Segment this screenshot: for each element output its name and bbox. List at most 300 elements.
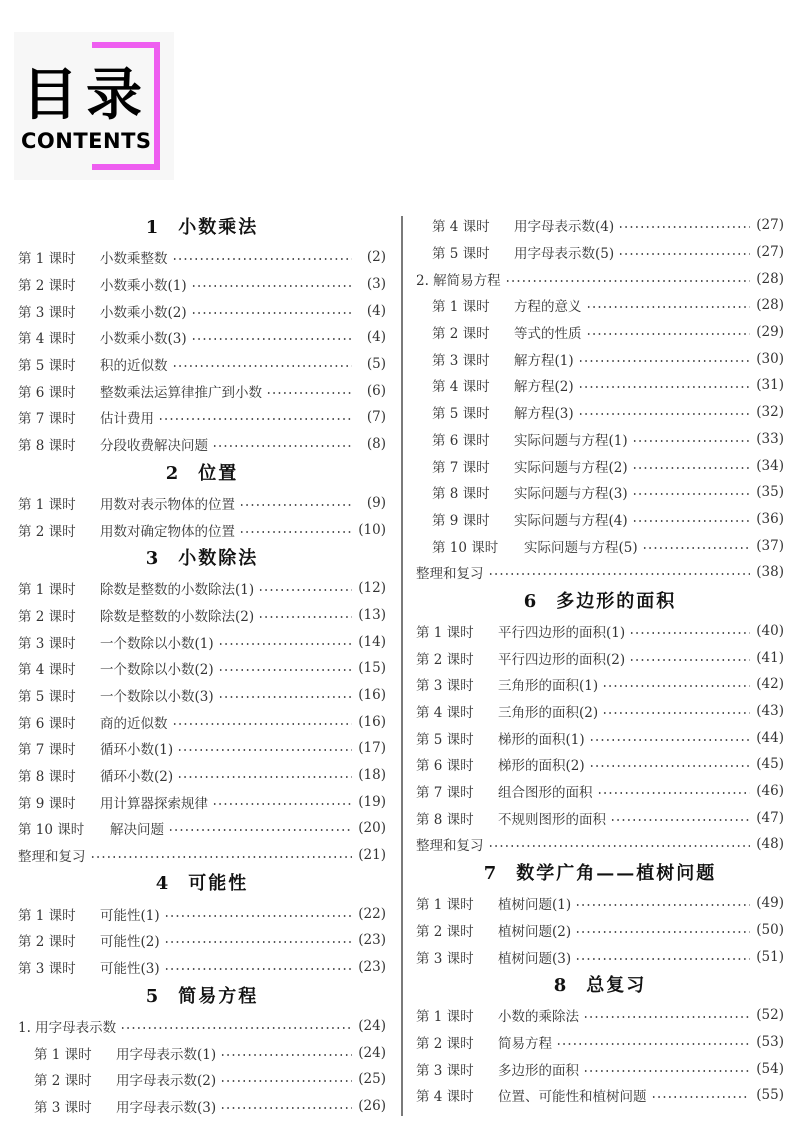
review-title: 整理和复习 xyxy=(416,838,484,855)
chapter-heading[interactable] xyxy=(416,586,784,618)
chapter-number: 3 xyxy=(145,547,161,569)
dot-leader xyxy=(191,338,352,340)
page-number: (42) xyxy=(756,676,784,693)
lesson-title: 简易方程 xyxy=(498,1035,552,1052)
chapter-heading[interactable] xyxy=(18,868,386,900)
toc-entry-review[interactable] xyxy=(416,559,784,586)
page-number: (28) xyxy=(756,270,784,287)
lesson-number: 第 3 课时 xyxy=(432,352,490,369)
page-number: (17) xyxy=(358,740,386,757)
lesson-number: 第 1 课时 xyxy=(416,897,474,914)
page-number: (14) xyxy=(358,633,386,650)
toc-entry[interactable] xyxy=(416,804,784,831)
toc-entry[interactable] xyxy=(416,724,784,751)
toc-entry-review[interactable] xyxy=(18,842,386,869)
lesson-title: 植树问题(1) xyxy=(498,897,572,914)
dot-leader xyxy=(212,445,352,447)
lesson-number: 第 7 课时 xyxy=(416,785,474,802)
dot-leader xyxy=(602,685,750,687)
chapter-heading[interactable] xyxy=(18,543,386,575)
chapter-title: 小数除法 xyxy=(178,547,259,569)
toc-entry[interactable] xyxy=(18,404,386,431)
dot-leader xyxy=(120,1027,352,1029)
lesson-number: 第 4 课时 xyxy=(416,1089,474,1106)
lesson-title: 实际问题与方程(4) xyxy=(514,512,628,529)
toc-entry[interactable] xyxy=(18,516,386,543)
lesson-number: 第 1 课时 xyxy=(18,251,76,268)
chapter-heading[interactable] xyxy=(18,458,386,490)
page-number: (12) xyxy=(358,580,386,597)
lesson-title: 可能性(3) xyxy=(100,961,160,978)
page-number: (27) xyxy=(756,244,784,261)
lesson-number: 第 3 课时 xyxy=(416,678,474,695)
lesson-title: 多边形的面积 xyxy=(498,1062,579,1079)
toc-entry[interactable] xyxy=(18,271,386,298)
page-number: (53) xyxy=(756,1033,784,1050)
lesson-number: 第 1 课时 xyxy=(18,907,76,924)
dot-leader xyxy=(583,1016,750,1018)
lesson-title: 三角形的面积(1) xyxy=(498,678,599,695)
section-title: 1. 用字母表示数 xyxy=(18,1019,117,1036)
lesson-title: 实际问题与方程(1) xyxy=(514,432,628,449)
page-number: (35) xyxy=(756,484,784,501)
page-number: (20) xyxy=(358,820,386,837)
dot-leader xyxy=(177,749,352,751)
toc-entry[interactable] xyxy=(416,212,784,239)
lesson-title: 小数乘小数(2) xyxy=(100,304,187,321)
lesson-title: 解方程(1) xyxy=(514,352,574,369)
toc-entry[interactable] xyxy=(416,644,784,671)
toc-entry[interactable] xyxy=(18,1039,386,1066)
toc-entry[interactable] xyxy=(18,575,386,602)
lesson-number: 第 1 课时 xyxy=(18,582,76,599)
page-number: (23) xyxy=(358,959,386,976)
lesson-title: 整数乘法运算律推广到小数 xyxy=(100,384,262,401)
lesson-number: 第 8 课时 xyxy=(18,438,76,455)
page-number: (30) xyxy=(756,350,784,367)
toc-entry[interactable] xyxy=(18,628,386,655)
dot-leader xyxy=(589,739,750,741)
page-number: (7) xyxy=(366,409,386,426)
toc-left-column xyxy=(18,212,386,1119)
lesson-title: 植树问题(3) xyxy=(498,950,572,967)
dot-leader xyxy=(212,803,352,805)
lesson-title: 解决问题 xyxy=(110,822,164,839)
chapter-heading[interactable] xyxy=(416,858,784,890)
page-number: (13) xyxy=(358,606,386,623)
lesson-number: 第 8 课时 xyxy=(18,769,76,786)
lesson-number: 第 6 课时 xyxy=(18,715,76,732)
dot-leader xyxy=(632,467,750,469)
toc-entry[interactable] xyxy=(18,490,386,517)
lesson-number: 第 2 课时 xyxy=(416,923,474,940)
lesson-number: 第 2 课时 xyxy=(18,934,76,951)
toc-entry[interactable] xyxy=(416,479,784,506)
lesson-title: 用计算器探索规律 xyxy=(100,795,208,812)
page-number: (16) xyxy=(358,686,386,703)
chapter-number: 6 xyxy=(523,590,539,612)
toc-right-column xyxy=(416,212,784,1109)
lesson-title: 小数乘整数 xyxy=(100,251,168,268)
lesson-title: 商的近似数 xyxy=(100,715,168,732)
chapter-title: 小数乘法 xyxy=(178,217,259,238)
chapter-title: 数学广角——植树问题 xyxy=(516,862,717,884)
lesson-number: 第 5 课时 xyxy=(432,406,490,423)
toc-entry[interactable] xyxy=(18,954,386,981)
page-number: (26) xyxy=(358,1097,386,1114)
page-number: (44) xyxy=(756,729,784,746)
dot-leader xyxy=(597,792,751,794)
toc-entry[interactable] xyxy=(18,297,386,324)
toc-entry[interactable] xyxy=(18,377,386,404)
lesson-number: 第 8 课时 xyxy=(432,486,490,503)
dot-leader xyxy=(90,856,353,858)
dot-leader xyxy=(632,440,750,442)
dot-leader xyxy=(172,258,353,260)
lesson-number: 第 4 课时 xyxy=(18,662,76,679)
lesson-title: 用数对表示物体的位置 xyxy=(100,496,235,513)
page-number: (18) xyxy=(358,767,386,784)
dot-leader xyxy=(168,829,352,831)
lesson-title: 积的近似数 xyxy=(100,358,168,375)
lesson-number: 第 2 课时 xyxy=(18,278,76,295)
lesson-number: 第 2 课时 xyxy=(416,1035,474,1052)
lesson-title: 可能性(1) xyxy=(100,907,160,924)
lesson-title: 不规则图形的面积 xyxy=(498,811,606,828)
lesson-number: 第 4 课时 xyxy=(432,219,490,236)
page-number: (34) xyxy=(756,457,784,474)
lesson-title: 小数的乘除法 xyxy=(498,1009,579,1026)
lesson-title: 一个数除以小数(3) xyxy=(100,688,214,705)
lesson-title: 位置、可能性和植树问题 xyxy=(498,1089,647,1106)
dot-leader xyxy=(556,1043,750,1045)
lesson-number: 第 1 课时 xyxy=(18,496,76,513)
chapter-title: 总复习 xyxy=(586,974,647,996)
toc-entry[interactable] xyxy=(18,927,386,954)
lesson-title: 用字母表示数(5) xyxy=(514,246,615,263)
toc-entry[interactable] xyxy=(416,345,784,372)
toc-entry[interactable] xyxy=(416,917,784,944)
dot-leader xyxy=(239,504,352,506)
chapter-number: 4 xyxy=(155,873,171,895)
lesson-number: 第 6 课时 xyxy=(18,384,76,401)
toc-entry[interactable] xyxy=(18,1093,386,1120)
toc-entry[interactable] xyxy=(416,372,784,399)
lesson-number: 第 5 课时 xyxy=(18,688,76,705)
page-number: (16) xyxy=(358,713,386,730)
dot-leader xyxy=(220,1080,352,1082)
lesson-number: 第 2 课时 xyxy=(432,326,490,343)
lesson-number: 第 3 课时 xyxy=(416,950,474,967)
lesson-title: 用字母表示数(3) xyxy=(116,1099,217,1116)
toc-entry[interactable] xyxy=(18,815,386,842)
toc-section[interactable] xyxy=(416,265,784,292)
toc-entry[interactable] xyxy=(18,244,386,271)
chapter-title: 多边形的面积 xyxy=(556,590,677,612)
page-number: (8) xyxy=(366,436,386,453)
lesson-number: 第 2 课时 xyxy=(18,608,76,625)
dot-leader xyxy=(575,958,750,960)
toc-entry[interactable] xyxy=(416,890,784,917)
lesson-number: 第 1 课时 xyxy=(34,1046,92,1063)
toc-entry[interactable] xyxy=(18,682,386,709)
lesson-title: 解方程(2) xyxy=(514,379,574,396)
lesson-number: 第 10 课时 xyxy=(18,822,85,839)
page-number: (21) xyxy=(358,847,386,864)
lesson-title: 用字母表示数(4) xyxy=(514,219,615,236)
page-number: (51) xyxy=(756,948,784,965)
chapter-title: 简易方程 xyxy=(178,985,259,1007)
lesson-title: 方程的意义 xyxy=(514,299,582,316)
lesson-number: 第 6 课时 xyxy=(416,758,474,775)
dot-leader xyxy=(158,418,352,420)
toc-entry[interactable] xyxy=(18,735,386,762)
page-number: (4) xyxy=(366,302,386,319)
lesson-number: 第 7 课时 xyxy=(18,411,76,428)
page-number: (15) xyxy=(358,660,386,677)
review-title: 整理和复习 xyxy=(416,566,484,583)
dot-leader xyxy=(651,1096,751,1098)
page-number: (9) xyxy=(366,494,386,511)
toc-entry[interactable] xyxy=(416,506,784,533)
toc-entry[interactable] xyxy=(18,1066,386,1093)
lesson-number: 第 2 课时 xyxy=(18,523,76,540)
page-number: (24) xyxy=(358,1017,386,1034)
dot-leader xyxy=(602,712,750,714)
toc-entry[interactable] xyxy=(416,671,784,698)
page-number: (50) xyxy=(756,921,784,938)
toc-entry[interactable] xyxy=(18,351,386,378)
lesson-number: 第 6 课时 xyxy=(432,432,490,449)
toc-entry[interactable] xyxy=(416,698,784,725)
page-number: (49) xyxy=(756,895,784,912)
toc-entry[interactable] xyxy=(18,324,386,351)
lesson-title: 估计费用 xyxy=(100,411,154,428)
page-number: (25) xyxy=(358,1071,386,1088)
toc-entry[interactable] xyxy=(18,431,386,458)
lesson-title: 用字母表示数(2) xyxy=(116,1073,217,1090)
lesson-title: 梯形的面积(2) xyxy=(498,758,585,775)
lesson-number: 第 10 课时 xyxy=(432,539,499,556)
lesson-title: 用字母表示数(1) xyxy=(116,1046,217,1063)
chapter-number: 8 xyxy=(553,974,569,996)
dot-leader xyxy=(218,669,352,671)
column-divider xyxy=(401,216,403,1116)
page-number: (10) xyxy=(358,521,386,538)
page-number: (38) xyxy=(756,564,784,581)
dot-leader xyxy=(488,573,751,575)
toc-entry[interactable] xyxy=(416,778,784,805)
dot-leader xyxy=(632,493,750,495)
dot-leader xyxy=(589,765,750,767)
lesson-title: 一个数除以小数(1) xyxy=(100,635,214,652)
lesson-number: 第 4 课时 xyxy=(416,705,474,722)
chapter-title: 可能性 xyxy=(188,873,249,895)
lesson-number: 第 3 课时 xyxy=(18,304,76,321)
toc-entry[interactable] xyxy=(18,708,386,735)
chapter-heading[interactable] xyxy=(416,970,784,1002)
page-number: (29) xyxy=(756,324,784,341)
toc-entry[interactable] xyxy=(18,602,386,629)
lesson-title: 平行四边形的面积(2) xyxy=(498,651,626,668)
lesson-number: 第 9 课时 xyxy=(432,512,490,529)
lesson-title: 等式的性质 xyxy=(514,326,582,343)
dot-leader xyxy=(583,1070,750,1072)
page-number: (19) xyxy=(358,793,386,810)
chapter-title: 位置 xyxy=(198,462,239,484)
chapter-number: 2 xyxy=(165,462,181,484)
lesson-title: 分段收费解决问题 xyxy=(100,438,208,455)
lesson-number: 第 5 课时 xyxy=(432,246,490,263)
page-number: (22) xyxy=(358,905,386,922)
toc-entry[interactable] xyxy=(416,292,784,319)
dot-leader xyxy=(618,226,750,228)
dot-leader xyxy=(632,520,750,522)
page-number: (37) xyxy=(756,537,784,554)
toc-entry[interactable] xyxy=(416,319,784,346)
dot-leader xyxy=(642,547,750,549)
dot-leader xyxy=(177,776,352,778)
toc-entry[interactable] xyxy=(416,1002,784,1029)
toc-entry[interactable] xyxy=(416,1082,784,1109)
toc-entry-review[interactable] xyxy=(416,831,784,858)
dot-leader xyxy=(586,333,751,335)
lesson-title: 小数乘小数(1) xyxy=(100,278,187,295)
page-number: (43) xyxy=(756,703,784,720)
toc-entry[interactable] xyxy=(416,943,784,970)
lesson-number: 第 4 课时 xyxy=(432,379,490,396)
chapter-number: 5 xyxy=(145,985,161,1007)
dot-leader xyxy=(488,845,751,847)
dot-leader xyxy=(239,531,352,533)
dot-leader xyxy=(172,365,353,367)
lesson-number: 第 9 课时 xyxy=(18,795,76,812)
toc-entry[interactable] xyxy=(18,762,386,789)
page-number: (40) xyxy=(756,622,784,639)
lesson-title: 除数是整数的小数除法(1) xyxy=(100,582,255,599)
dot-leader xyxy=(172,723,353,725)
toc-entry[interactable] xyxy=(18,900,386,927)
page-number: (23) xyxy=(358,932,386,949)
chapter-heading[interactable] xyxy=(18,212,386,244)
lesson-number: 第 1 课时 xyxy=(416,1009,474,1026)
lesson-number: 第 3 课时 xyxy=(416,1062,474,1079)
dot-leader xyxy=(266,392,352,394)
dot-leader xyxy=(164,941,352,943)
lesson-number: 第 5 课时 xyxy=(18,358,76,375)
page-number: (31) xyxy=(756,377,784,394)
lesson-number: 第 2 课时 xyxy=(416,651,474,668)
lesson-number: 第 5 课时 xyxy=(416,731,474,748)
page-title: 目录 xyxy=(22,63,150,128)
lesson-number: 第 3 课时 xyxy=(18,635,76,652)
dot-leader xyxy=(578,413,750,415)
dot-leader xyxy=(505,280,750,282)
lesson-title: 实际问题与方程(3) xyxy=(514,486,628,503)
section-title: 2. 解简易方程 xyxy=(416,272,501,289)
toc-entry[interactable] xyxy=(18,788,386,815)
chapter-number: 7 xyxy=(483,862,499,884)
page-number: (28) xyxy=(756,297,784,314)
page-number: (46) xyxy=(756,783,784,800)
dot-leader xyxy=(191,312,352,314)
lesson-title: 实际问题与方程(2) xyxy=(514,459,628,476)
lesson-title: 三角形的面积(2) xyxy=(498,705,599,722)
lesson-title: 循环小数(1) xyxy=(100,742,174,759)
dot-leader xyxy=(618,253,750,255)
page-number: (32) xyxy=(756,404,784,421)
page-number: (5) xyxy=(366,356,386,373)
dot-leader xyxy=(575,931,750,933)
dot-leader xyxy=(578,386,750,388)
dot-leader xyxy=(629,659,750,661)
dot-leader xyxy=(218,696,352,698)
page-number: (55) xyxy=(756,1087,784,1104)
page-number: (3) xyxy=(366,276,386,293)
lesson-title: 解方程(3) xyxy=(514,406,574,423)
lesson-title: 梯形的面积(1) xyxy=(498,731,585,748)
lesson-title: 用数对确定物体的位置 xyxy=(100,523,235,540)
dot-leader xyxy=(220,1107,352,1109)
dot-leader xyxy=(191,285,352,287)
lesson-title: 实际问题与方程(5) xyxy=(524,539,638,556)
toc-entry[interactable] xyxy=(416,618,784,645)
dot-leader xyxy=(610,819,750,821)
page-number: (54) xyxy=(756,1060,784,1077)
page-number: (36) xyxy=(756,510,784,527)
toc-section[interactable] xyxy=(18,1013,386,1040)
page-number: (48) xyxy=(756,836,784,853)
page-number: (4) xyxy=(366,329,386,346)
toc-entry[interactable] xyxy=(416,751,784,778)
lesson-title: 除数是整数的小数除法(2) xyxy=(100,608,255,625)
dot-leader xyxy=(578,360,750,362)
lesson-number: 第 2 课时 xyxy=(34,1073,92,1090)
toc-entry[interactable] xyxy=(416,1029,784,1056)
toc-entry[interactable] xyxy=(416,239,784,266)
toc-entry[interactable] xyxy=(416,399,784,426)
lesson-number: 第 3 课时 xyxy=(18,961,76,978)
dot-leader xyxy=(164,915,352,917)
dot-leader xyxy=(575,904,750,906)
dot-leader xyxy=(258,589,352,591)
lesson-title: 平行四边形的面积(1) xyxy=(498,624,626,641)
lesson-number: 第 3 课时 xyxy=(34,1099,92,1116)
lesson-number: 第 7 课时 xyxy=(18,742,76,759)
page-number: (27) xyxy=(756,217,784,234)
lesson-title: 组合图形的面积 xyxy=(498,785,593,802)
page-number: (33) xyxy=(756,430,784,447)
lesson-title: 可能性(2) xyxy=(100,934,160,951)
dot-leader xyxy=(258,616,352,618)
page-number: (45) xyxy=(756,756,784,773)
chapter-heading[interactable] xyxy=(18,981,386,1013)
toc-entry[interactable] xyxy=(416,532,784,559)
lesson-title: 小数乘小数(3) xyxy=(100,331,187,348)
dot-leader xyxy=(218,643,352,645)
toc-entry[interactable] xyxy=(416,1055,784,1082)
page-subtitle: CONTENTS xyxy=(21,129,152,153)
lesson-number: 第 8 课时 xyxy=(416,811,474,828)
page-number: (47) xyxy=(756,809,784,826)
toc-entry[interactable] xyxy=(416,452,784,479)
lesson-number: 第 7 课时 xyxy=(432,459,490,476)
lesson-title: 一个数除以小数(2) xyxy=(100,662,214,679)
lesson-number: 第 1 课时 xyxy=(416,624,474,641)
page-number: (41) xyxy=(756,649,784,666)
toc-entry[interactable] xyxy=(18,655,386,682)
toc-entry[interactable] xyxy=(416,426,784,453)
